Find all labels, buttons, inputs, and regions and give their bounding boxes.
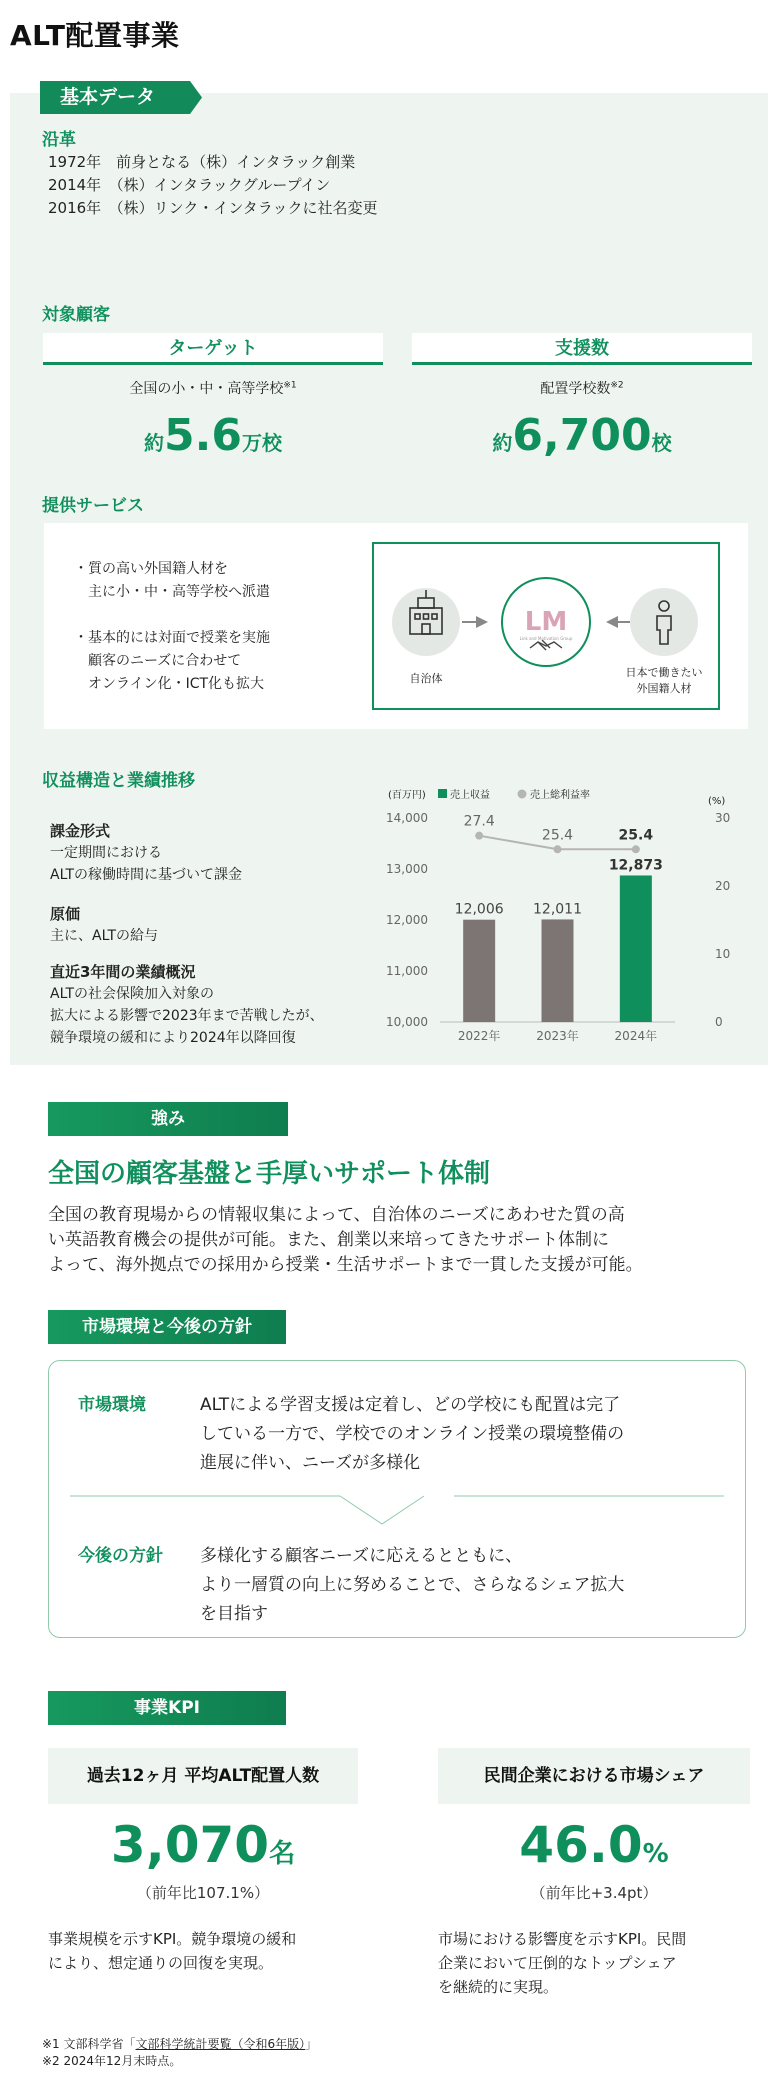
service-diagram-svg	[374, 544, 718, 708]
billing-line: ALTの稼働時間に基づいて課金	[50, 867, 243, 883]
kpi-left-desc: により、想定通りの回復を実現。	[48, 1954, 274, 1972]
legend-margin-label: 売上総利益率	[530, 790, 590, 801]
strength-headline: 全国の顧客基盤と手厚いサポート体制	[48, 1159, 491, 1189]
kpi-left-sub: （前年比107.1%）	[136, 1884, 270, 1902]
margin-point	[554, 845, 562, 853]
footnote-source-link[interactable]: 文部科学統計要覧（令和6年版）	[135, 2037, 306, 2051]
y-tick-label: 11,000	[386, 964, 428, 978]
worker-label: 日本で働きたい	[625, 666, 703, 679]
billing-line: 一定期間における	[50, 845, 162, 861]
chart-left-unit: (百万円)	[388, 790, 426, 801]
billing-heading: 課金形式	[50, 822, 111, 840]
market-policy-line: より一層質の向上に努めることで、さらなるシェア拡大	[200, 1575, 625, 1595]
municipality-label: 自治体	[409, 672, 443, 685]
margin-point-label: 25.4	[618, 827, 654, 844]
strength-body-line: い英語教育機会の提供が可能。また、創業以来培ってきたサポート体制に	[48, 1230, 609, 1250]
kpi-left-value: 3,070名	[110, 1816, 296, 1874]
kpi-right-sub: （前年比+3.4pt）	[530, 1884, 658, 1902]
revenue-bar-label: 12,006	[454, 901, 504, 918]
history-heading: 沿革	[42, 130, 76, 150]
history-line: 1972年 前身となる（株）インタラック創業	[48, 153, 356, 171]
margin-point-label: 27.4	[463, 813, 495, 830]
target-card-title: ターゲット	[43, 333, 383, 365]
worker-circle	[630, 588, 698, 656]
market-policy-line: 多様化する顧客ニーズに応えるとともに、	[200, 1546, 523, 1566]
revenue-heading: 収益構造と業績推移	[42, 771, 195, 791]
company-logo-icon: LM	[524, 607, 568, 637]
support-card-title: 支援数	[412, 333, 752, 365]
y-tick-label: 13,000	[386, 862, 428, 876]
kpi-left-title: 過去12ヶ月 平均ALT配置人数	[48, 1748, 358, 1804]
legend-revenue-swatch	[438, 789, 447, 798]
page-title: ALT配置事業	[10, 19, 180, 52]
market-tab: 市場環境と今後の方針	[48, 1310, 286, 1344]
basic-data-tab: 基本データ	[40, 81, 190, 114]
kpi-left-desc: 事業規模を示すKPI。競争環境の緩和	[48, 1930, 297, 1948]
strength-body-line: よって、海外拠点での採用から授業・生活サポートまで一貫した支援が可能。	[48, 1255, 643, 1275]
arrow-left-icon	[606, 616, 618, 628]
support-subtitle: 配置学校数$^{※2}$	[540, 380, 624, 397]
performance-line: ALTの社会保険加入対象の	[50, 986, 215, 1002]
arrow-right-icon	[476, 616, 488, 628]
y-tick-label: 14,000	[386, 811, 428, 825]
y-tick-label: 10,000	[386, 1015, 428, 1029]
target-subtitle: 全国の小・中・高等学校$^{※1}$	[129, 380, 297, 397]
divider-chevron-icon	[70, 1484, 724, 1528]
worker-label: 外国籍人材	[636, 682, 692, 695]
revenue-chart	[380, 780, 750, 1060]
cost-heading: 原価	[50, 905, 81, 923]
target-value: 約5.6万校	[144, 410, 282, 461]
customers-heading: 対象顧客	[42, 305, 110, 325]
margin-point	[632, 845, 640, 853]
market-env-line: 進展に伴い、ニーズが多様化	[200, 1453, 421, 1473]
kpi-right-desc: 市場における影響度を示すKPI。民間	[438, 1930, 687, 1948]
margin-point	[475, 832, 483, 840]
service-line: オンライン化・ICT化も拡大	[74, 676, 265, 692]
y-tick-label: 12,000	[386, 913, 428, 927]
market-policy-line: を目指す	[200, 1604, 268, 1624]
service-line: 主に小・中・高等学校へ派遣	[74, 584, 270, 600]
y2-tick-label: 20	[715, 879, 731, 893]
market-env-line: している一方で、学校でのオンライン授業の環境整備の	[200, 1424, 625, 1444]
market-policy-heading: 今後の方針	[78, 1546, 163, 1566]
service-line: ・質の高い外国籍人材を	[74, 561, 228, 577]
kpi-right-title: 民間企業における市場シェア	[438, 1748, 750, 1804]
performance-line: 競争環境の緩和により2024年以降回復	[50, 1030, 296, 1046]
revenue-bar-label: 12,011	[533, 901, 582, 918]
y2-tick-label: 0	[715, 1015, 723, 1029]
service-line: ・基本的には対面で授業を実施	[74, 630, 270, 646]
support-value: 約6,700校	[492, 410, 672, 461]
service-line: 顧客のニーズに合わせて	[74, 653, 242, 669]
y2-tick-label: 10	[715, 947, 731, 961]
services-heading: 提供サービス	[42, 496, 144, 516]
kpi-right-desc: を継続的に実現。	[438, 1978, 559, 1996]
revenue-bar	[620, 875, 652, 1022]
kpi-right-value: 46.0%	[519, 1816, 669, 1874]
footnote-1: ※1 文部科学省「文部科学統計要覧（令和6年版）」	[42, 2037, 318, 2051]
market-env-heading: 市場環境	[78, 1395, 146, 1415]
market-env-line: ALTによる学習支援は定着し、どの学校にも配置は完了	[200, 1395, 621, 1415]
x-tick-label: 2024年	[614, 1029, 658, 1043]
performance-heading: 直近3年間の業績概況	[50, 963, 196, 981]
revenue-bar	[463, 920, 495, 1022]
kpi-tab: 事業KPI	[48, 1691, 286, 1725]
performance-line: 拡大による影響で2023年まで苦戦したが、	[50, 1008, 324, 1024]
service-diagram	[372, 542, 720, 710]
kpi-right-desc: 企業において圧倒的なトップシェア	[438, 1954, 677, 1972]
x-tick-label: 2022年	[457, 1029, 501, 1043]
history-line: 2016年 （株）リンク・インタラックに社名変更	[48, 199, 378, 217]
revenue-bar	[542, 919, 574, 1022]
legend-margin-swatch	[518, 790, 527, 799]
company-logo-sub: Link and Motivation Group	[519, 636, 573, 641]
footnote-2: ※2 2024年12月末時点。	[42, 2054, 182, 2068]
strength-tab: 強み	[48, 1102, 288, 1136]
legend-revenue-label: 売上収益	[450, 790, 490, 801]
strength-body-line: 全国の教育現場からの情報収集によって、自治体のニーズにあわせた質の高	[48, 1205, 625, 1225]
y2-tick-label: 30	[715, 811, 731, 825]
cost-line: 主に、ALTの給与	[50, 928, 159, 944]
revenue-bar-label: 12,873	[608, 857, 663, 874]
chart-right-unit: (%)	[708, 796, 726, 807]
history-line: 2014年 （株）インタラックグループイン	[48, 176, 331, 194]
x-tick-label: 2023年	[536, 1029, 579, 1043]
margin-point-label: 25.4	[541, 827, 574, 844]
